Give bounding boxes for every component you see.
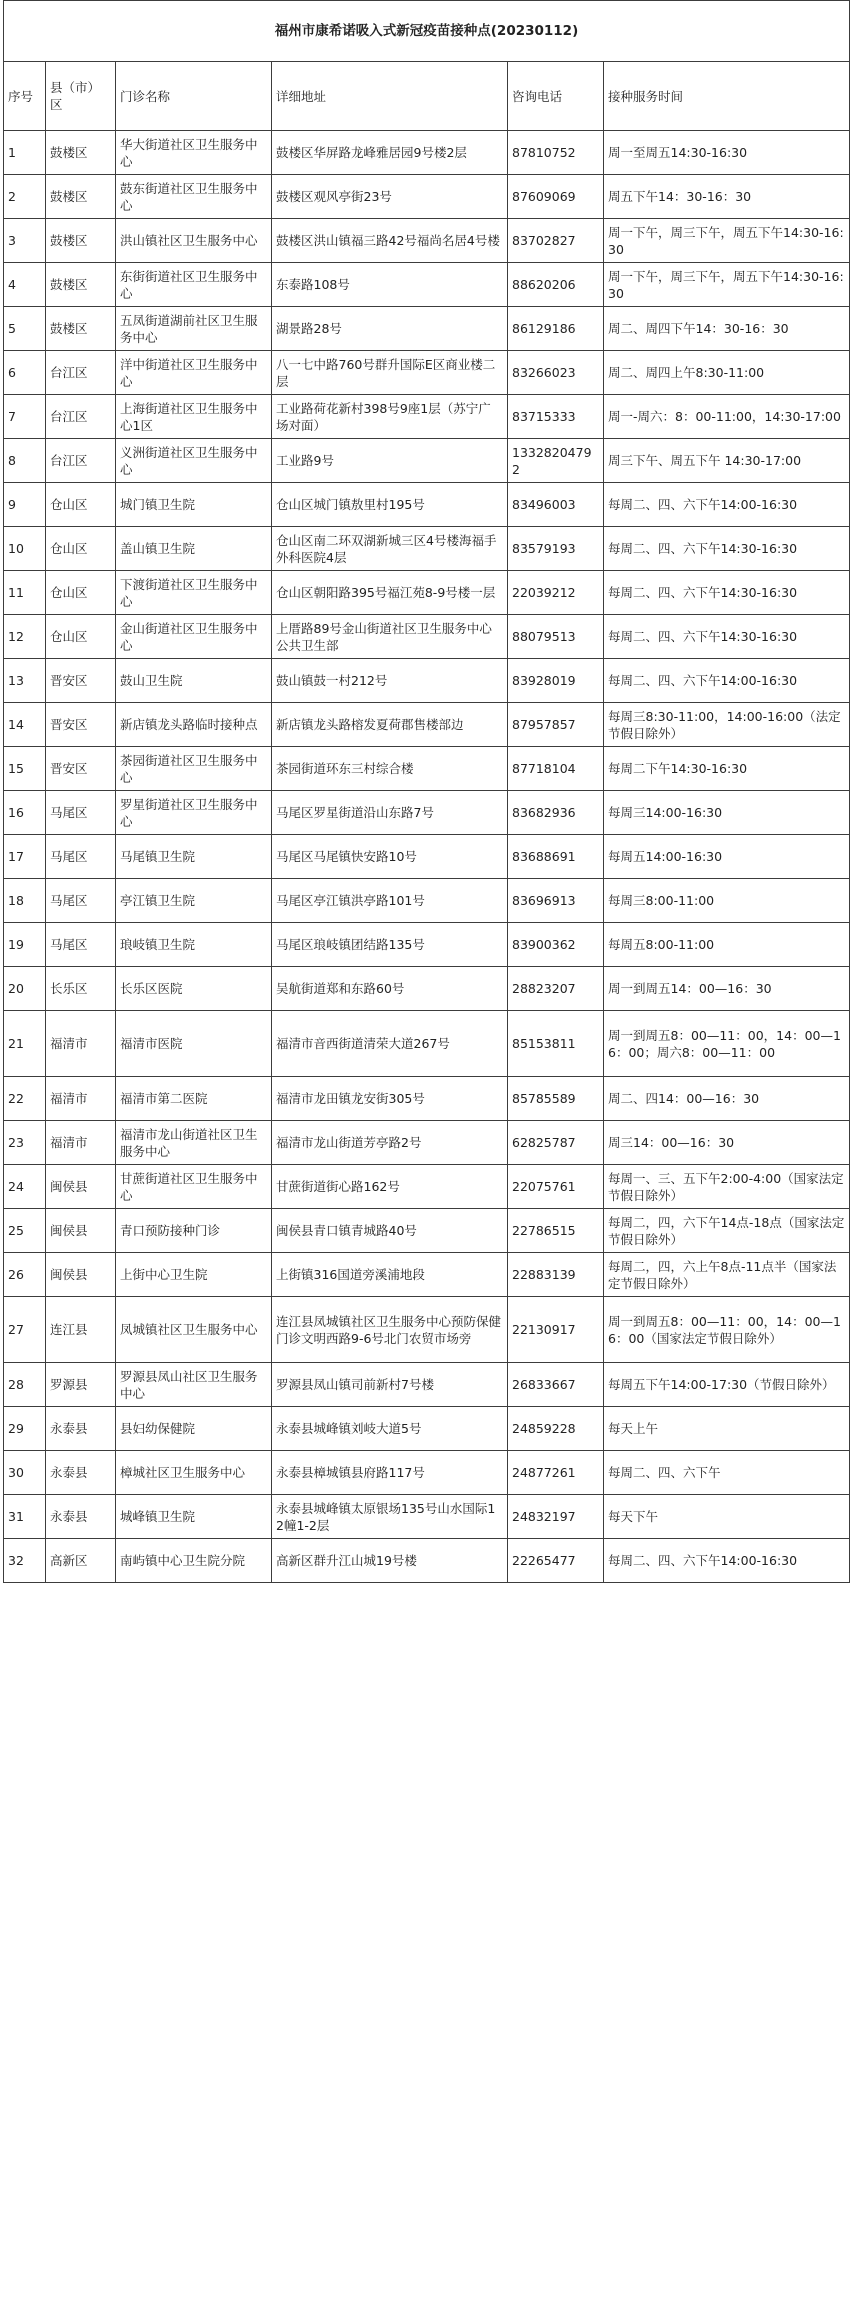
row-address: 永泰县城峰镇刘岐大道5号 (272, 1407, 508, 1451)
row-index: 3 (4, 219, 46, 263)
table-row (4, 615, 850, 659)
row-clinic-name: 五凤街道湖前社区卫生服务中心 (116, 307, 272, 351)
row-index: 6 (4, 351, 46, 395)
row-clinic-name: 茶园街道社区卫生服务中心 (116, 747, 272, 791)
row-address: 马尾区琅岐镇团结路135号 (272, 923, 508, 967)
row-district: 鼓楼区 (46, 219, 116, 263)
row-index: 23 (4, 1121, 46, 1165)
row-district: 鼓楼区 (46, 175, 116, 219)
table-row (4, 1451, 850, 1495)
row-address: 鼓山镇鼓一村212号 (272, 659, 508, 703)
row-service-hours: 周二、周四上午8:30-11:00 (604, 351, 850, 395)
row-service-hours: 每周二、四、六下午14:00-16:30 (604, 483, 850, 527)
row-district: 仓山区 (46, 483, 116, 527)
row-service-hours: 周一到周五8：00—11：00，14：00—16：00；周六8：00—11：00 (604, 1011, 850, 1077)
row-phone: 62825787 (508, 1121, 604, 1165)
row-clinic-name: 琅岐镇卫生院 (116, 923, 272, 967)
row-phone: 83702827 (508, 219, 604, 263)
row-index: 5 (4, 307, 46, 351)
row-index: 27 (4, 1297, 46, 1363)
row-clinic-name: 东街街道社区卫生服务中心 (116, 263, 272, 307)
row-district: 台江区 (46, 351, 116, 395)
row-address: 闽侯县青口镇青城路40号 (272, 1209, 508, 1253)
row-phone: 86129186 (508, 307, 604, 351)
row-service-hours: 每周二、四、六下午14:30-16:30 (604, 615, 850, 659)
row-clinic-name: 华大街道社区卫生服务中心 (116, 131, 272, 175)
row-index: 7 (4, 395, 46, 439)
row-clinic-name: 盖山镇卫生院 (116, 527, 272, 571)
row-service-hours: 每天下午 (604, 1495, 850, 1539)
row-phone: 83696913 (508, 879, 604, 923)
row-service-hours: 周一下午，周三下午，周五下午14:30-16:30 (604, 263, 850, 307)
row-index: 10 (4, 527, 46, 571)
row-index: 19 (4, 923, 46, 967)
row-index: 17 (4, 835, 46, 879)
row-phone: 88079513 (508, 615, 604, 659)
table-row (4, 1495, 850, 1539)
row-index: 14 (4, 703, 46, 747)
table-row (4, 703, 850, 747)
row-service-hours: 每周二，四，六上午8点-11点半（国家法定节假日除外） (604, 1253, 850, 1297)
table-row (4, 263, 850, 307)
column-header-phone: 咨询电话 (508, 62, 604, 131)
row-service-hours: 周一至周五14:30-16:30 (604, 131, 850, 175)
row-phone: 22786515 (508, 1209, 604, 1253)
row-index: 24 (4, 1165, 46, 1209)
row-service-hours: 周三14：00—16：30 (604, 1121, 850, 1165)
column-header-address: 详细地址 (272, 62, 508, 131)
table-row (4, 351, 850, 395)
row-district: 永泰县 (46, 1495, 116, 1539)
row-phone: 22883139 (508, 1253, 604, 1297)
table-row (4, 659, 850, 703)
table-row (4, 1077, 850, 1121)
table-row (4, 791, 850, 835)
row-address: 新店镇龙头路榕发夏荷郡售楼部边 (272, 703, 508, 747)
row-service-hours: 每天上午 (604, 1407, 850, 1451)
row-clinic-name: 洪山镇社区卫生服务中心 (116, 219, 272, 263)
row-phone: 88620206 (508, 263, 604, 307)
table-row (4, 1165, 850, 1209)
table-row (4, 1407, 850, 1451)
row-address: 罗源县凤山镇司前新村7号楼 (272, 1363, 508, 1407)
row-district: 连江县 (46, 1297, 116, 1363)
row-district: 长乐区 (46, 967, 116, 1011)
row-clinic-name: 南屿镇中心卫生院分院 (116, 1539, 272, 1583)
row-address: 仓山区城门镇敖里村195号 (272, 483, 508, 527)
row-service-hours: 每周三14:00-16:30 (604, 791, 850, 835)
row-index: 4 (4, 263, 46, 307)
row-address: 马尾区亭江镇洪亭路101号 (272, 879, 508, 923)
row-phone: 22075761 (508, 1165, 604, 1209)
row-district: 福清市 (46, 1121, 116, 1165)
row-clinic-name: 凤城镇社区卫生服务中心 (116, 1297, 272, 1363)
row-phone: 28823207 (508, 967, 604, 1011)
row-phone: 24859228 (508, 1407, 604, 1451)
row-phone: 26833667 (508, 1363, 604, 1407)
row-district: 晋安区 (46, 703, 116, 747)
row-clinic-name: 鼓东街道社区卫生服务中心 (116, 175, 272, 219)
row-address: 甘蔗街道街心路162号 (272, 1165, 508, 1209)
table-row (4, 1363, 850, 1407)
row-address: 工业路荷花新村398号9座1层（苏宁广场对面） (272, 395, 508, 439)
row-address: 福清市龙山街道芳亭路2号 (272, 1121, 508, 1165)
column-header-hours: 接种服务时间 (604, 62, 850, 131)
row-clinic-name: 福清市龙山街道社区卫生服务中心 (116, 1121, 272, 1165)
row-clinic-name: 新店镇龙头路临时接种点 (116, 703, 272, 747)
row-service-hours: 每周五8:00-11:00 (604, 923, 850, 967)
row-district: 闽侯县 (46, 1253, 116, 1297)
row-address: 八一七中路760号群升国际E区商业楼二层 (272, 351, 508, 395)
row-address: 仓山区朝阳路395号福江苑8-9号楼一层 (272, 571, 508, 615)
header-row (4, 62, 850, 131)
row-clinic-name: 县妇幼保健院 (116, 1407, 272, 1451)
row-index: 21 (4, 1011, 46, 1077)
row-phone: 83266023 (508, 351, 604, 395)
row-clinic-name: 上海街道社区卫生服务中心1区 (116, 395, 272, 439)
row-address: 福清市龙田镇龙安街305号 (272, 1077, 508, 1121)
column-header-clinic: 门诊名称 (116, 62, 272, 131)
row-phone: 22265477 (508, 1539, 604, 1583)
row-index: 9 (4, 483, 46, 527)
row-service-hours: 周三下午、周五下午 14:30-17:00 (604, 439, 850, 483)
row-district: 福清市 (46, 1011, 116, 1077)
row-address: 鼓楼区华屏路龙峰雅居园9号楼2层 (272, 131, 508, 175)
table-row (4, 747, 850, 791)
row-phone: 83496003 (508, 483, 604, 527)
table-row (4, 967, 850, 1011)
row-district: 马尾区 (46, 791, 116, 835)
row-district: 马尾区 (46, 923, 116, 967)
row-address: 高新区群升江山城19号楼 (272, 1539, 508, 1583)
row-district: 马尾区 (46, 879, 116, 923)
row-clinic-name: 罗源县凤山社区卫生服务中心 (116, 1363, 272, 1407)
row-index: 18 (4, 879, 46, 923)
row-phone: 83928019 (508, 659, 604, 703)
table-title: 福州市康希诺吸入式新冠疫苗接种点(20230112) (4, 1, 850, 62)
row-service-hours: 每周二、四、六下午14:00-16:30 (604, 659, 850, 703)
row-phone: 83682936 (508, 791, 604, 835)
row-service-hours: 每周三8:00-11:00 (604, 879, 850, 923)
row-clinic-name: 青口预防接种门诊 (116, 1209, 272, 1253)
row-phone: 83579193 (508, 527, 604, 571)
row-clinic-name: 亭江镇卫生院 (116, 879, 272, 923)
row-district: 永泰县 (46, 1407, 116, 1451)
table-row (4, 1209, 850, 1253)
row-clinic-name: 樟城社区卫生服务中心 (116, 1451, 272, 1495)
row-district: 鼓楼区 (46, 307, 116, 351)
row-clinic-name: 城门镇卫生院 (116, 483, 272, 527)
row-clinic-name: 城峰镇卫生院 (116, 1495, 272, 1539)
row-district: 鼓楼区 (46, 263, 116, 307)
table-row (4, 483, 850, 527)
table-row (4, 1253, 850, 1297)
row-index: 32 (4, 1539, 46, 1583)
row-phone: 87810752 (508, 131, 604, 175)
row-address: 工业路9号 (272, 439, 508, 483)
row-phone: 83688691 (508, 835, 604, 879)
row-district: 永泰县 (46, 1451, 116, 1495)
row-district: 福清市 (46, 1077, 116, 1121)
row-phone: 83715333 (508, 395, 604, 439)
row-district: 台江区 (46, 439, 116, 483)
row-phone: 87718104 (508, 747, 604, 791)
row-address: 鼓楼区观风亭街23号 (272, 175, 508, 219)
table-row (4, 307, 850, 351)
row-district: 鼓楼区 (46, 131, 116, 175)
row-service-hours: 每周二、四、六下午 (604, 1451, 850, 1495)
row-service-hours: 每周三8:30-11:00，14:00-16:00（法定节假日除外） (604, 703, 850, 747)
row-phone: 87957857 (508, 703, 604, 747)
row-index: 31 (4, 1495, 46, 1539)
row-phone: 13328204792 (508, 439, 604, 483)
row-address: 鼓楼区洪山镇福三路42号福尚名居4号楼 (272, 219, 508, 263)
row-address: 上街镇316国道旁溪浦地段 (272, 1253, 508, 1297)
row-index: 15 (4, 747, 46, 791)
row-address: 马尾区罗星街道沿山东路7号 (272, 791, 508, 835)
row-address: 连江县凤城镇社区卫生服务中心预防保健门诊文明西路9-6号北门农贸市场旁 (272, 1297, 508, 1363)
row-address: 永泰县城峰镇太原银场135号山水国际12幢1-2层 (272, 1495, 508, 1539)
row-service-hours: 每周二、四、六下午14:30-16:30 (604, 527, 850, 571)
row-address: 福清市音西街道清荣大道267号 (272, 1011, 508, 1077)
row-clinic-name: 下渡街道社区卫生服务中心 (116, 571, 272, 615)
row-service-hours: 周一到周五8：00—11：00，14：00—16：00（国家法定节假日除外） (604, 1297, 850, 1363)
row-district: 高新区 (46, 1539, 116, 1583)
table-row (4, 175, 850, 219)
row-service-hours: 每周二、四、六下午14:00-16:30 (604, 1539, 850, 1583)
row-clinic-name: 福清市医院 (116, 1011, 272, 1077)
row-index: 30 (4, 1451, 46, 1495)
row-district: 晋安区 (46, 747, 116, 791)
table-row (4, 1297, 850, 1363)
row-service-hours: 周一-周六：8：00-11:00，14:30-17:00 (604, 395, 850, 439)
row-index: 1 (4, 131, 46, 175)
row-service-hours: 周一下午，周三下午，周五下午14:30-16:30 (604, 219, 850, 263)
row-clinic-name: 洋中街道社区卫生服务中心 (116, 351, 272, 395)
row-clinic-name: 甘蔗街道社区卫生服务中心 (116, 1165, 272, 1209)
row-phone: 85785589 (508, 1077, 604, 1121)
row-district: 仓山区 (46, 615, 116, 659)
row-phone: 22039212 (508, 571, 604, 615)
row-index: 13 (4, 659, 46, 703)
row-clinic-name: 金山街道社区卫生服务中心 (116, 615, 272, 659)
row-service-hours: 每周二，四，六下午14点-18点（国家法定节假日除外） (604, 1209, 850, 1253)
column-header-district: 县（市）区 (46, 62, 116, 131)
row-district: 罗源县 (46, 1363, 116, 1407)
table-row (4, 1539, 850, 1583)
row-address: 吴航街道郑和东路60号 (272, 967, 508, 1011)
table-row (4, 835, 850, 879)
table-row (4, 923, 850, 967)
row-district: 马尾区 (46, 835, 116, 879)
row-district: 晋安区 (46, 659, 116, 703)
row-phone: 85153811 (508, 1011, 604, 1077)
vaccination-sites-sheet (3, 0, 849, 1583)
row-index: 12 (4, 615, 46, 659)
row-address: 马尾区马尾镇快安路10号 (272, 835, 508, 879)
row-address: 东泰路108号 (272, 263, 508, 307)
row-service-hours: 周二、周四下午14：30-16：30 (604, 307, 850, 351)
row-index: 2 (4, 175, 46, 219)
row-phone: 24877261 (508, 1451, 604, 1495)
table-row (4, 879, 850, 923)
row-service-hours: 周五下午14：30-16：30 (604, 175, 850, 219)
row-index: 22 (4, 1077, 46, 1121)
row-service-hours: 每周五14:00-16:30 (604, 835, 850, 879)
row-address: 上厝路89号金山街道社区卫生服务中心公共卫生部 (272, 615, 508, 659)
row-clinic-name: 上街中心卫生院 (116, 1253, 272, 1297)
row-clinic-name: 罗星街道社区卫生服务中心 (116, 791, 272, 835)
row-clinic-name: 马尾镇卫生院 (116, 835, 272, 879)
row-phone: 83900362 (508, 923, 604, 967)
row-district: 仓山区 (46, 571, 116, 615)
row-phone: 24832197 (508, 1495, 604, 1539)
row-address: 湖景路28号 (272, 307, 508, 351)
vaccination-sites-table (3, 0, 850, 1583)
column-header-index: 序号 (4, 62, 46, 131)
row-clinic-name: 义洲街道社区卫生服务中心 (116, 439, 272, 483)
table-row (4, 1121, 850, 1165)
row-phone: 87609069 (508, 175, 604, 219)
row-service-hours: 每周二下午14:30-16:30 (604, 747, 850, 791)
table-row (4, 1011, 850, 1077)
row-index: 8 (4, 439, 46, 483)
row-index: 26 (4, 1253, 46, 1297)
row-address: 仓山区南二环双湖新城三区4号楼海福手外科医院4层 (272, 527, 508, 571)
row-phone: 22130917 (508, 1297, 604, 1363)
row-address: 茶园街道环东三村综合楼 (272, 747, 508, 791)
row-clinic-name: 福清市第二医院 (116, 1077, 272, 1121)
row-service-hours: 每周一、三、五下午2:00-4:00（国家法定节假日除外） (604, 1165, 850, 1209)
row-district: 台江区 (46, 395, 116, 439)
table-row (4, 395, 850, 439)
row-service-hours: 周二、四14：00—16：30 (604, 1077, 850, 1121)
row-index: 16 (4, 791, 46, 835)
row-clinic-name: 鼓山卫生院 (116, 659, 272, 703)
row-index: 11 (4, 571, 46, 615)
table-row (4, 571, 850, 615)
row-index: 28 (4, 1363, 46, 1407)
row-service-hours: 周一到周五14：00—16：30 (604, 967, 850, 1011)
row-district: 仓山区 (46, 527, 116, 571)
row-district: 闽侯县 (46, 1165, 116, 1209)
table-row (4, 131, 850, 175)
row-index: 29 (4, 1407, 46, 1451)
row-district: 闽侯县 (46, 1209, 116, 1253)
table-row (4, 219, 850, 263)
row-index: 20 (4, 967, 46, 1011)
table-row (4, 527, 850, 571)
table-row (4, 439, 850, 483)
row-service-hours: 每周五下午14:00-17:30（节假日除外） (604, 1363, 850, 1407)
row-index: 25 (4, 1209, 46, 1253)
row-address: 永泰县樟城镇县府路117号 (272, 1451, 508, 1495)
row-service-hours: 每周二、四、六下午14:30-16:30 (604, 571, 850, 615)
row-clinic-name: 长乐区医院 (116, 967, 272, 1011)
